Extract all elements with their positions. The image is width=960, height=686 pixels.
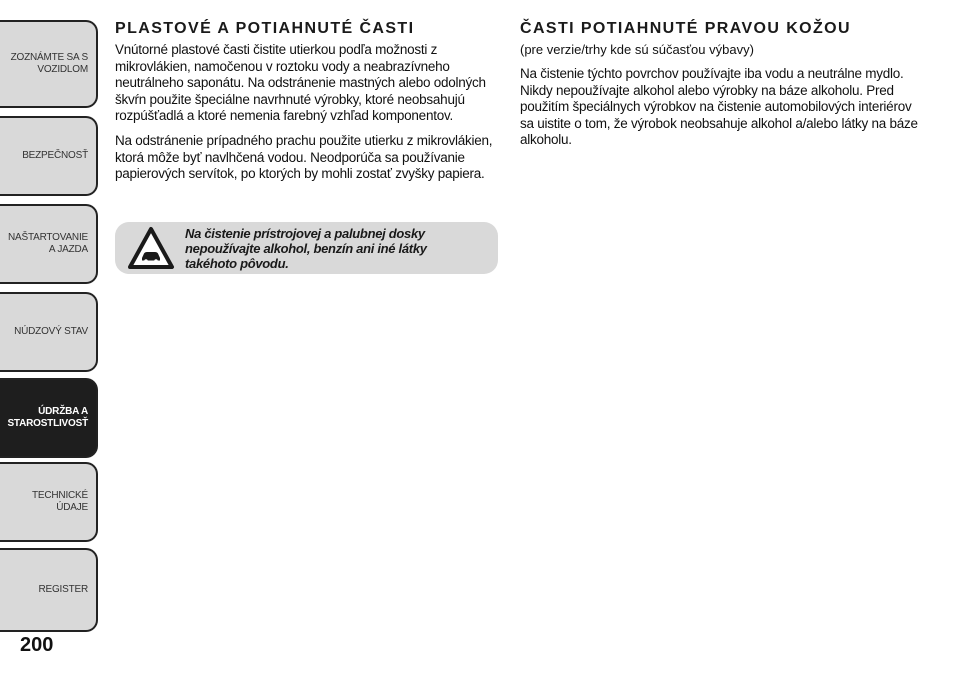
tab-label: NAŠTARTOVANIE A JAZDA [7,232,88,255]
tab-label: REGISTER [38,584,88,595]
tab-label: ÚDRŽBA A STAROSTLIVOSŤ [7,406,88,429]
section-plastic-parts [115,20,500,191]
tab-technicke-udaje[interactable] [0,462,98,542]
tab-zoznamte-sa-s-vozidlom[interactable] [0,20,98,108]
tab-register[interactable] [0,548,98,632]
warning-triangle-car-icon [127,226,175,270]
tab-udrzba-a-starostlivost[interactable] [0,378,98,458]
page-number: 200 [20,634,54,656]
paragraph: Na odstránenie prípadného prachu použite utierku z mikrovlákien, ktorá môže byť navlhčená vodou. Neodporúča sa používanie papierových servítok, po ktorých by mohli zostať zvyšky papiera. [115,132,493,182]
paragraph: Na čistenie týchto povrchov používajte iba vodu a neutrálne mydlo. Nikdy nepoužívajte alkohol alebo výrobky na báze alkoholu. Pred použitím špeciálnych výrobkov na čistenie automobilových interiérov sa uistite o tom, že výrobok neobsahuje alkohol a/alebo látky na báze alkoholu. [520,66,918,148]
paragraph: Vnútorné plastové časti čistite utierkou podľa možnosti z mikrovlákien, namočenou v roztoku vody a neabrazívneho neutrálneho saponátu. Na odstránenie mastných alebo odolných škvŕn použite špeciálne navrhnuté výrobky, ktoré neobsahujú rozpúšťadlá a ktoré nemenia farebný vzhľad komponentov. [115,42,486,124]
tab-label: NÚDZOVÝ STAV [14,326,88,337]
tab-label: ZOZNÁMTE SA S VOZIDLOM [10,52,88,75]
warning-text: Na čistenie prístrojovej a palubnej dosky nepoužívajte alkohol, benzín ani iné látky takéhoto pôvodu. [185,225,427,271]
tab-nudzovy-stav[interactable] [0,292,98,372]
warning-callout [115,222,498,274]
chapter-sidebar [0,0,100,640]
section-heading: ČASTI POTIAHNUTÉ PRAVOU KOŽOU [520,20,851,37]
tab-label: TECHNICKÉ ÚDAJE [32,490,88,513]
section-subtitle: (pre verzie/trhy kde sú súčasťou výbavy) [520,42,754,57]
section-heading: PLASTOVÉ A POTIAHNUTÉ ČASTI [115,20,415,37]
tab-nastartovanie-a-jazda[interactable] [0,204,98,284]
tab-label: BEZPEČNOSŤ [22,150,88,161]
section-leather-parts [520,20,920,157]
tab-bezpecnost[interactable] [0,116,98,196]
